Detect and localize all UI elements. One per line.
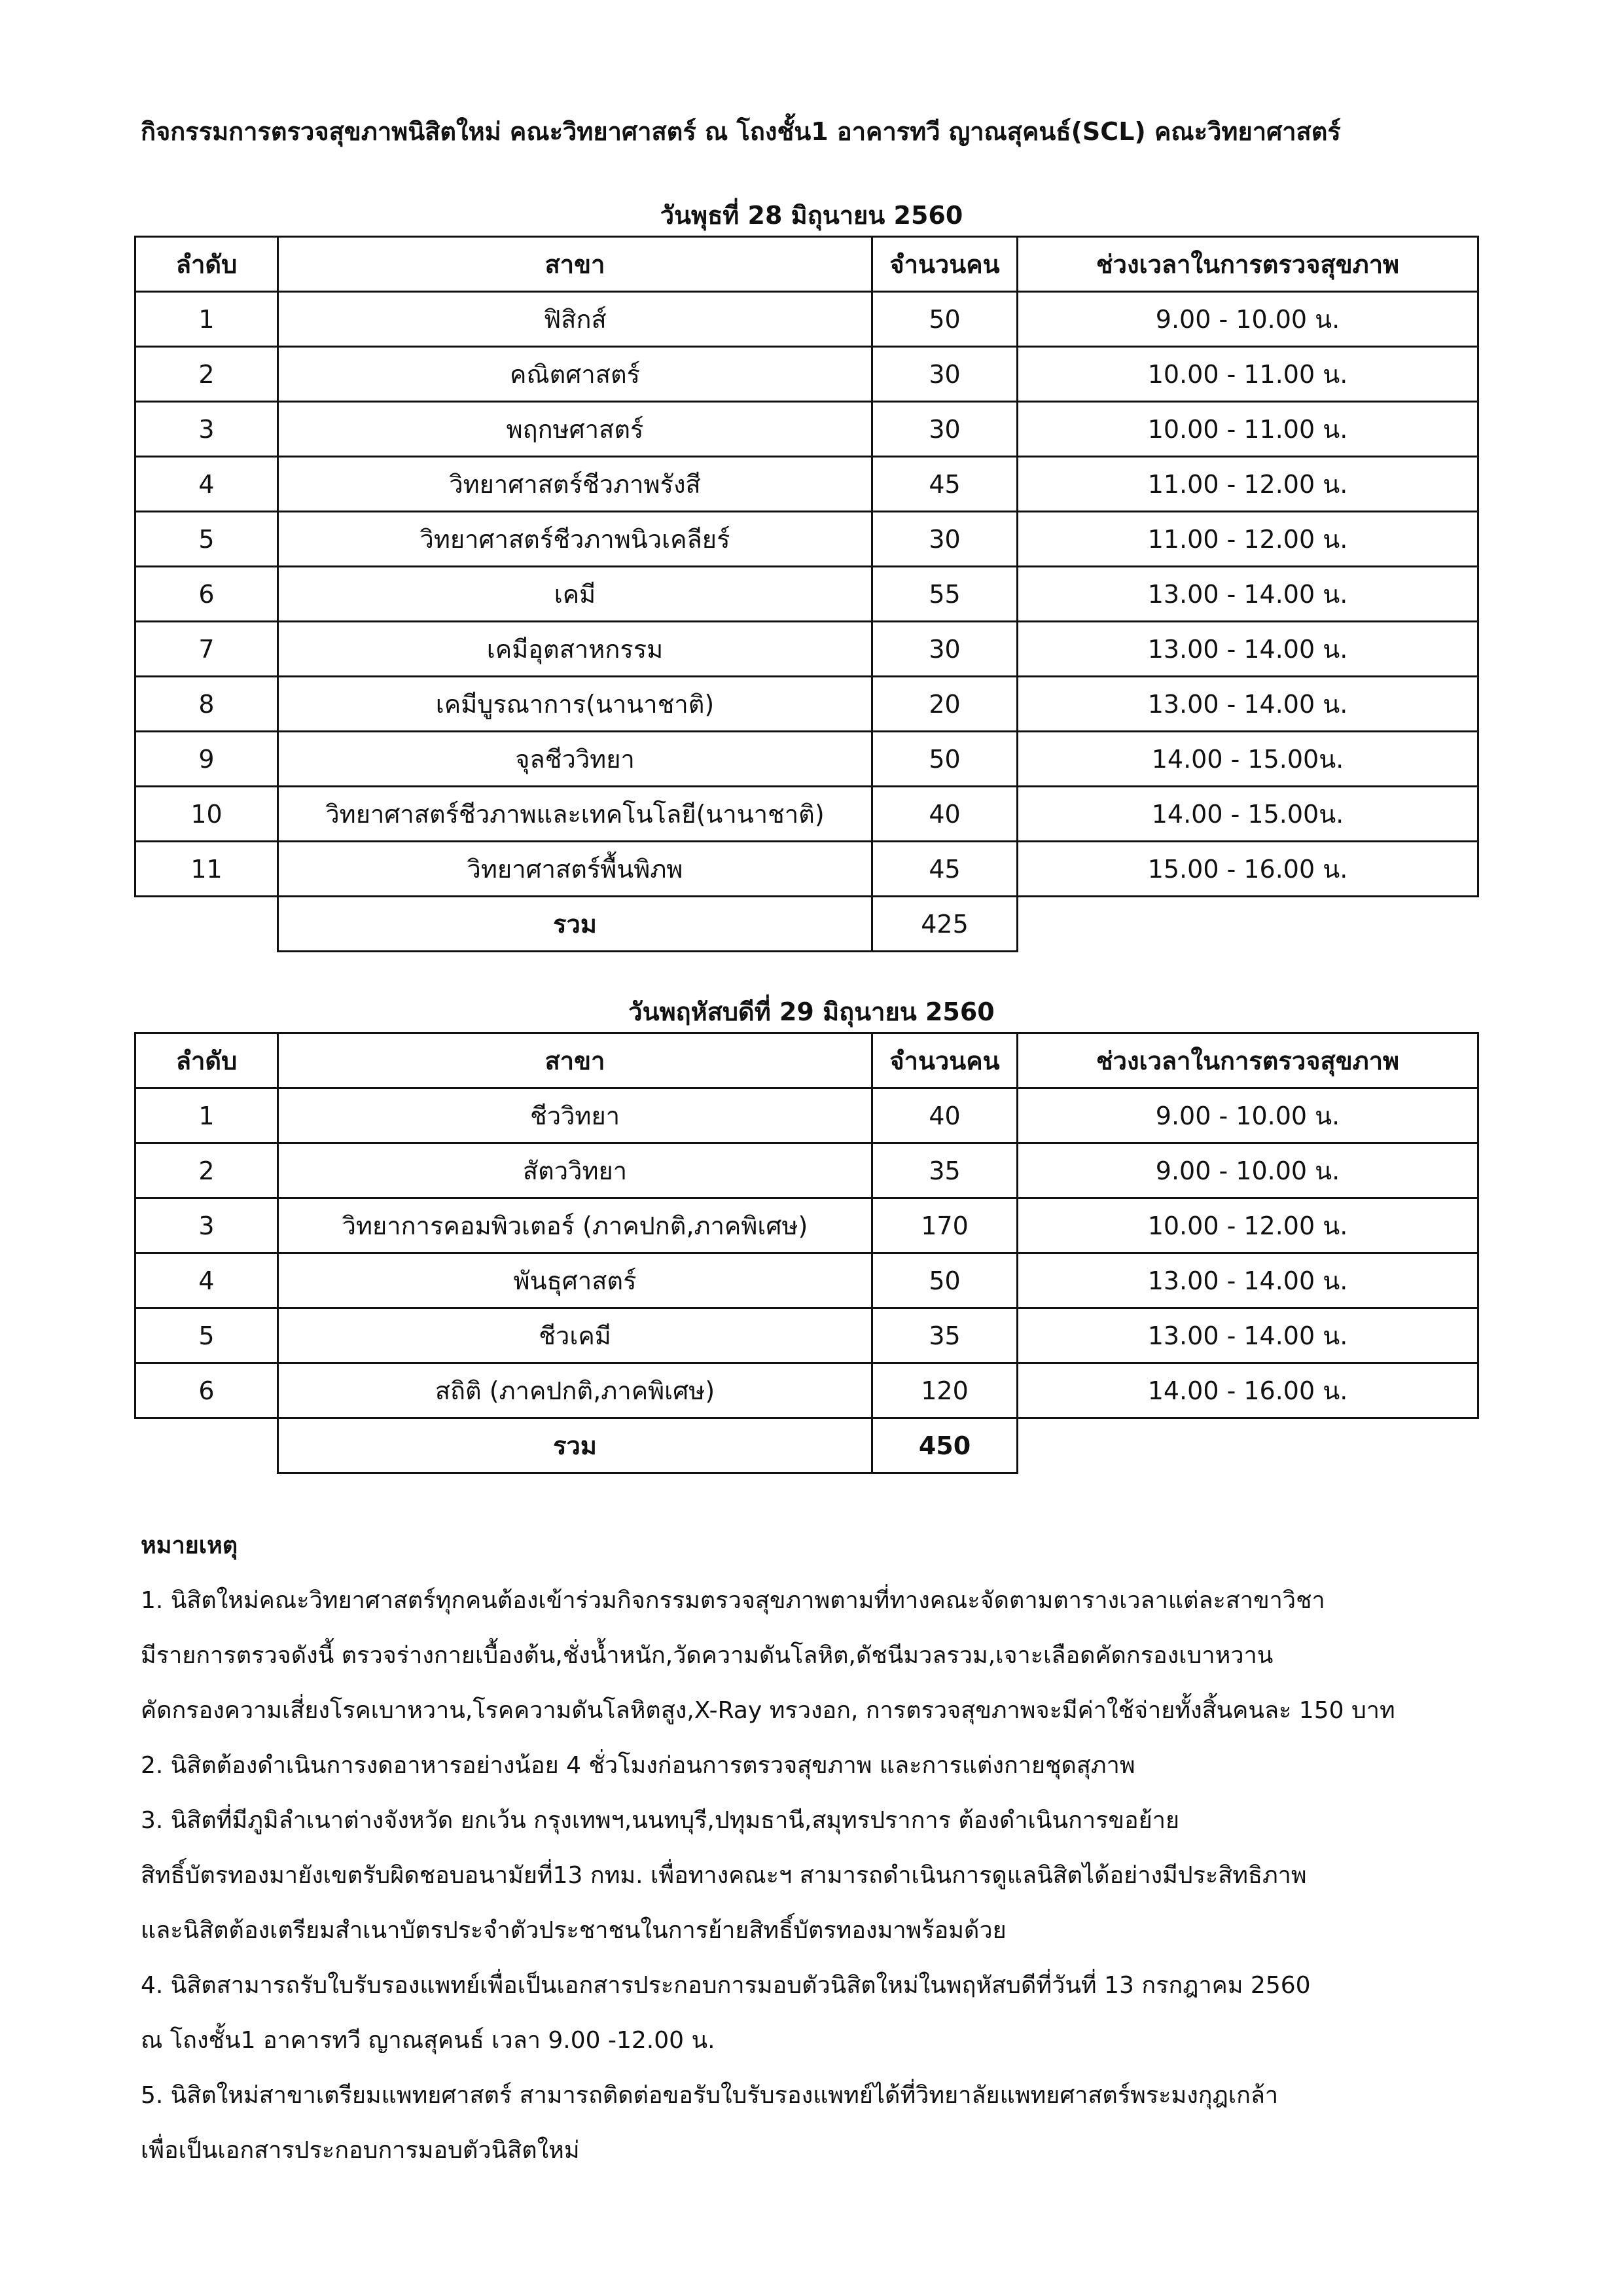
col-header-major: สาขา: [278, 237, 872, 292]
cell-major: วิทยาศาสตร์ชีวภาพนิวเคลียร์: [278, 512, 872, 567]
cell-time: 14.00 - 15.00น.: [1018, 787, 1478, 842]
page-title: กิจกรรมการตรวจสุขภาพนิสิตใหม่ คณะวิทยาศาสตร์ ณ โถงชั้น1 อาคารทวี ญาณสุคนธ์(SCL) คณะวิทยาศาสตร์: [141, 117, 1341, 146]
cell-time: 13.00 - 14.00 น.: [1018, 1253, 1478, 1308]
cell-count: 30: [872, 512, 1018, 567]
total-blank-right: [1018, 1418, 1478, 1473]
day1-rows: [135, 292, 1478, 952]
cell-major: จุลชีววิทยา: [278, 732, 872, 787]
cell-count: 20: [872, 677, 1018, 732]
cell-time: 9.00 - 10.00 น.: [1018, 1088, 1478, 1143]
cell-count: 50: [872, 732, 1018, 787]
cell-major: ชีววิทยา: [278, 1088, 872, 1143]
cell-major: สัตววิทยา: [278, 1143, 872, 1198]
note-line: 3. นิสิตที่มีภูมิลำเนาต่างจังหวัด ยกเว้น กรุงเทพฯ,นนทบุรี,ปทุมธานี,สมุทรปราการ ต้องดำเนินการขอย้าย: [141, 1807, 1180, 1834]
cell-no: 6: [135, 1363, 278, 1418]
cell-time: 9.00 - 10.00 น.: [1018, 1143, 1478, 1198]
cell-major: คณิตศาสตร์: [278, 347, 872, 402]
cell-no: 11: [135, 842, 278, 897]
note-line: 1. นิสิตใหม่คณะวิทยาศาสตร์ทุกคนต้องเข้าร่วมกิจกรรมตรวจสุขภาพตามที่ทางคณะจัดตามตารางเวลาแต่ละสาขาวิชา: [141, 1587, 1325, 1614]
cell-major: ฟิสิกส์: [278, 292, 872, 347]
cell-no: 1: [135, 292, 278, 347]
table-row: [135, 402, 1478, 457]
cell-no: 9: [135, 732, 278, 787]
note-line: และนิสิตต้องเตรียมสำเนาบัตรประจำตัวประชาชนในการย้ายสิทธิ์บัตรทองมาพร้อมด้วย: [141, 1917, 1007, 1944]
note-line: ณ โถงชั้น1 อาคารทวี ญาณสุคนธ์ เวลา 9.00 -12.00 น.: [141, 2027, 715, 2054]
cell-no: 4: [135, 1253, 278, 1308]
cell-count: 30: [872, 347, 1018, 402]
cell-time: 14.00 - 15.00น.: [1018, 732, 1478, 787]
day1-heading: วันพุธที่ 28 มิถุนายน 2560: [660, 201, 963, 230]
cell-no: 2: [135, 347, 278, 402]
table-header-row: [135, 1033, 1478, 1088]
cell-major: วิทยาศาสตร์ชีวภาพรังสี: [278, 457, 872, 512]
cell-time: 13.00 - 14.00 น.: [1018, 622, 1478, 677]
col-header-count: จำนวนคน: [872, 1033, 1018, 1088]
total-row: [135, 1418, 1478, 1473]
cell-no: 6: [135, 567, 278, 622]
cell-count: 40: [872, 787, 1018, 842]
cell-no: 4: [135, 457, 278, 512]
cell-no: 5: [135, 512, 278, 567]
cell-count: 50: [872, 1253, 1018, 1308]
col-header-no: ลำดับ: [135, 237, 278, 292]
notes-lines: [141, 1573, 1489, 2178]
col-header-no: ลำดับ: [135, 1033, 278, 1088]
note-line: เพื่อเป็นเอกสารประกอบการมอบตัวนิสิตใหม่: [141, 2137, 580, 2164]
cell-count: 45: [872, 457, 1018, 512]
cell-count: 55: [872, 567, 1018, 622]
col-header-major: สาขา: [278, 1033, 872, 1088]
cell-major: พฤกษศาสตร์: [278, 402, 872, 457]
note-line: สิทธิ์บัตรทองมายังเขตรับผิดชอบอนามัยที่13 กทม. เพื่อทางคณะฯ สามารถดำเนินการดูแลนิสิตได้อย่างมีประสิทธิภาพ: [141, 1862, 1307, 1889]
cell-no: 7: [135, 622, 278, 677]
table-row: [135, 1363, 1478, 1418]
cell-time: 10.00 - 11.00 น.: [1018, 347, 1478, 402]
total-row: [135, 897, 1478, 952]
cell-time: 15.00 - 16.00 น.: [1018, 842, 1478, 897]
cell-major: วิทยาการคอมพิวเตอร์ (ภาคปกติ,ภาคพิเศษ): [278, 1198, 872, 1253]
total-label: รวม: [278, 1418, 872, 1473]
cell-time: 13.00 - 14.00 น.: [1018, 1308, 1478, 1363]
cell-time: 10.00 - 11.00 น.: [1018, 402, 1478, 457]
cell-no: 3: [135, 1198, 278, 1253]
total-count: 425: [872, 897, 1018, 952]
table-row: [135, 1088, 1478, 1143]
cell-major: เคมี: [278, 567, 872, 622]
note-line: 5. นิสิตใหม่สาขาเตรียมแพทยศาสตร์ สามารถติดต่อขอรับใบรับรองแพทย์ได้ที่วิทยาลัยแพทยศาสตร์พระมงกุฎเกล้า: [141, 2082, 1279, 2109]
day1-table: [134, 236, 1479, 952]
cell-no: 3: [135, 402, 278, 457]
day2-heading: วันพฤหัสบดีที่ 29 มิถุนายน 2560: [628, 997, 995, 1026]
cell-major: เคมีบูรณาการ(นานาชาติ): [278, 677, 872, 732]
cell-count: 50: [872, 292, 1018, 347]
cell-time: 13.00 - 14.00 น.: [1018, 567, 1478, 622]
col-header-time: ช่วงเวลาในการตรวจสุขภาพ: [1018, 1033, 1478, 1088]
table-row: [135, 347, 1478, 402]
cell-count: 30: [872, 402, 1018, 457]
total-blank: [135, 897, 278, 952]
total-blank: [135, 1418, 278, 1473]
cell-count: 170: [872, 1198, 1018, 1253]
table-row: [135, 677, 1478, 732]
cell-count: 120: [872, 1363, 1018, 1418]
cell-time: 10.00 - 12.00 น.: [1018, 1198, 1478, 1253]
table-row: [135, 1308, 1478, 1363]
cell-major: วิทยาศาสตร์พื้นพิภพ: [278, 842, 872, 897]
table-row: [135, 732, 1478, 787]
cell-time: 13.00 - 14.00 น.: [1018, 677, 1478, 732]
total-label: รวม: [278, 897, 872, 952]
notes-heading: หมายเหตุ: [141, 1532, 238, 1559]
table-row: [135, 622, 1478, 677]
cell-count: 40: [872, 1088, 1018, 1143]
cell-no: 5: [135, 1308, 278, 1363]
table-row: [135, 457, 1478, 512]
table-row: [135, 842, 1478, 897]
notes-section: [141, 1518, 1489, 2178]
table-row: [135, 787, 1478, 842]
table-row: [135, 292, 1478, 347]
col-header-count: จำนวนคน: [872, 237, 1018, 292]
cell-major: วิทยาศาสตร์ชีวภาพและเทคโนโลยี(นานาชาติ): [278, 787, 872, 842]
cell-count: 30: [872, 622, 1018, 677]
cell-major: ชีวเคมี: [278, 1308, 872, 1363]
col-header-time: ช่วงเวลาในการตรวจสุขภาพ: [1018, 237, 1478, 292]
cell-time: 9.00 - 10.00 น.: [1018, 292, 1478, 347]
cell-count: 35: [872, 1143, 1018, 1198]
cell-time: 14.00 - 16.00 น.: [1018, 1363, 1478, 1418]
cell-no: 10: [135, 787, 278, 842]
cell-major: พันธุศาสตร์: [278, 1253, 872, 1308]
table-row: [135, 512, 1478, 567]
note-line: 4. นิสิตสามารถรับใบรับรองแพทย์เพื่อเป็นเอกสารประกอบการมอบตัวนิสิตใหม่ในพฤหัสบดีที่วันที่ 13 กรกฎาคม 2560: [141, 1972, 1311, 1999]
cell-count: 35: [872, 1308, 1018, 1363]
total-blank-right: [1018, 897, 1478, 952]
table-header-row: [135, 237, 1478, 292]
table-row: [135, 1198, 1478, 1253]
cell-time: 11.00 - 12.00 น.: [1018, 512, 1478, 567]
note-line: มีรายการตรวจดังนี้ ตรวจร่างกายเบื้องต้น,ชั่งน้ำหนัก,วัดความดันโลหิต,ดัชนีมวลรวม,เจาะเลือดคัดกรองเบาหวาน: [141, 1642, 1274, 1669]
day2-table: [134, 1032, 1479, 1474]
day2-rows: [135, 1088, 1478, 1473]
table-row: [135, 1143, 1478, 1198]
cell-major: สถิติ (ภาคปกติ,ภาคพิเศษ): [278, 1363, 872, 1418]
note-line: 2. นิสิตต้องดำเนินการงดอาหารอย่างน้อย 4 ชั่วโมงก่อนการตรวจสุขภาพ และการแต่งกายชุดสุภาพ: [141, 1752, 1135, 1779]
cell-no: 8: [135, 677, 278, 732]
table-row: [135, 1253, 1478, 1308]
cell-time: 11.00 - 12.00 น.: [1018, 457, 1478, 512]
cell-major: เคมีอุตสาหกรรม: [278, 622, 872, 677]
cell-count: 45: [872, 842, 1018, 897]
cell-no: 2: [135, 1143, 278, 1198]
total-count: 450: [872, 1418, 1018, 1473]
table-row: [135, 567, 1478, 622]
note-line: คัดกรองความเสี่ยงโรคเบาหวาน,โรคความดันโลหิตสูง,X-Ray ทรวงอก, การตรวจสุขภาพจะมีค่าใช้จ่ายทั้งสิ้นคนละ 150 บาท: [141, 1697, 1395, 1724]
cell-no: 1: [135, 1088, 278, 1143]
